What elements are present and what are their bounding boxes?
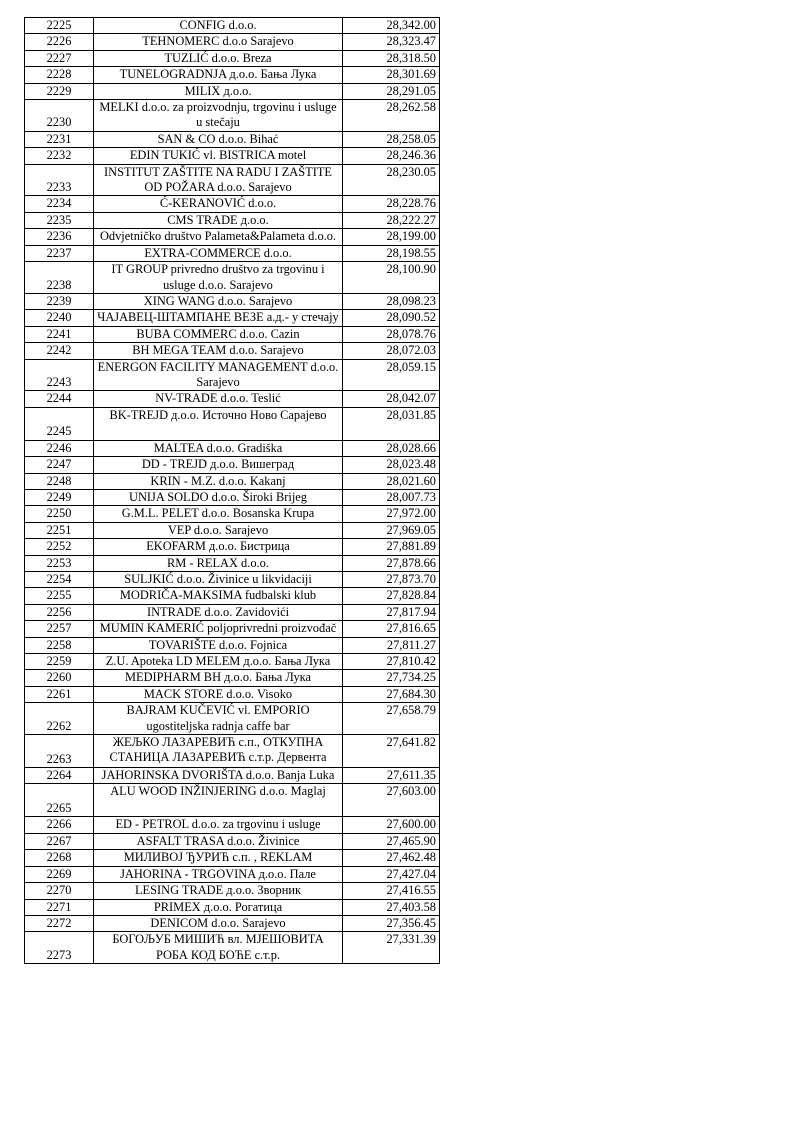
row-number-cell: 2247 [25,457,94,473]
amount-cell: 28,262.58 [343,100,440,132]
table-row [25,784,440,817]
company-name-cell: MODRIČA-MAKSIMA fudbalski klub [94,588,343,604]
amount-cell: 28,078.76 [343,326,440,342]
amount-cell: 28,291.05 [343,83,440,99]
table-row [25,539,440,555]
row-number-cell: 2257 [25,621,94,637]
table-row [25,654,440,670]
amount-cell: 27,810.42 [343,654,440,670]
company-name-cell: MEDIPHARM BH д.о.о. Бања Лука [94,670,343,686]
row-number-cell: 2237 [25,245,94,261]
row-number-cell: 2241 [25,326,94,342]
table-row [25,670,440,686]
amount-cell: 27,878.66 [343,555,440,571]
table-row [25,457,440,473]
company-name-cell: INSTITUT ZAŠTITE NA RADU I ZAŠTITE OD POŽARA d.o.o. Sarajevo [94,164,343,196]
table-row [25,196,440,212]
table-row [25,440,440,456]
company-name-cell: ENERGON FACILITY MANAGEMENT d.o.o. Sarajevo [94,359,343,391]
row-number-cell: 2248 [25,473,94,489]
row-number-cell: 2265 [25,784,94,817]
company-name-cell: RM - RELAX d.o.o. [94,555,343,571]
amount-cell: 27,828.84 [343,588,440,604]
table-row [25,735,440,768]
amount-cell: 27,331.39 [343,932,440,964]
company-name-cell: MALTEA d.o.o. Gradiška [94,440,343,456]
amount-cell: 27,734.25 [343,670,440,686]
amount-cell: 27,873.70 [343,572,440,588]
row-number-cell: 2263 [25,735,94,768]
row-number-cell: 2226 [25,34,94,50]
table-row [25,588,440,604]
company-name-cell: EKOFARM д.о.о. Бистрица [94,539,343,555]
amount-cell: 27,356.45 [343,915,440,931]
table-row [25,34,440,50]
row-number-cell: 2254 [25,572,94,588]
company-name-cell: G.M.L. PELET d.o.o. Bosanska Krupa [94,506,343,522]
amount-cell: 28,301.69 [343,67,440,83]
table-row [25,83,440,99]
company-name-cell: IT GROUP privredno društvo za trgovinu i usluge d.o.o. Sarajevo [94,262,343,294]
row-number-cell: 2234 [25,196,94,212]
table-row [25,212,440,228]
company-name-cell: CONFIG d.o.o. [94,18,343,34]
table-row [25,473,440,489]
table-row [25,850,440,866]
row-number-cell: 2253 [25,555,94,571]
row-number-cell: 2228 [25,67,94,83]
amount-cell: 27,641.82 [343,735,440,768]
amount-cell: 28,021.60 [343,473,440,489]
row-number-cell: 2245 [25,407,94,440]
company-name-cell: NV-TRADE d.o.o. Teslić [94,391,343,407]
amount-cell: 27,416.55 [343,883,440,899]
table-row [25,768,440,784]
row-number-cell: 2249 [25,489,94,505]
table-row [25,18,440,34]
company-name-cell: CMS TRADE д.о.о. [94,212,343,228]
amount-cell: 28,198.55 [343,245,440,261]
table-row [25,883,440,899]
amount-cell: 28,222.27 [343,212,440,228]
amount-cell: 27,969.05 [343,522,440,538]
company-name-cell: DD - TREJD д.о.о. Вишеград [94,457,343,473]
row-number-cell: 2260 [25,670,94,686]
table-row [25,50,440,66]
amount-cell: 27,403.58 [343,899,440,915]
amount-cell: 27,462.48 [343,850,440,866]
row-number-cell: 2240 [25,310,94,326]
company-name-cell: SULJKIĆ d.o.o. Živinice u likvidaciji [94,572,343,588]
amount-cell: 28,028.66 [343,440,440,456]
company-name-cell: TEHNOMERC d.o.o Sarajevo [94,34,343,50]
amount-cell: 28,031.85 [343,407,440,440]
amount-cell: 27,684.30 [343,686,440,702]
amount-cell: 28,323.47 [343,34,440,50]
table-row [25,100,440,132]
company-name-cell: TUNELOGRADNJA д.о.о. Бања Лука [94,67,343,83]
table-row [25,686,440,702]
row-number-cell: 2233 [25,164,94,196]
records-table [24,17,440,964]
table-row [25,817,440,833]
table-row [25,131,440,147]
company-name-cell: Z.U. Apoteka LD MELEM д.о.о. Бања Лука [94,654,343,670]
company-name-cell: BAJRAM KUČEVIĆ vl. EMPORIO ugostiteljska radnja caffe bar [94,703,343,735]
row-number-cell: 2235 [25,212,94,228]
row-number-cell: 2267 [25,833,94,849]
amount-cell: 27,972.00 [343,506,440,522]
table-row [25,262,440,294]
table-row [25,703,440,735]
row-number-cell: 2251 [25,522,94,538]
table-row [25,621,440,637]
amount-cell: 27,881.89 [343,539,440,555]
amount-cell: 28,318.50 [343,50,440,66]
table-row [25,489,440,505]
row-number-cell: 2269 [25,866,94,882]
table-row [25,359,440,391]
row-number-cell: 2261 [25,686,94,702]
row-number-cell: 2256 [25,604,94,620]
amount-cell: 28,072.03 [343,343,440,359]
table-row [25,343,440,359]
amount-cell: 28,098.23 [343,293,440,309]
amount-cell: 28,199.00 [343,229,440,245]
row-number-cell: 2230 [25,100,94,132]
company-name-cell: EDIN TUKIĆ vl. BISTRICA motel [94,148,343,164]
table-row [25,604,440,620]
company-name-cell: TUZLIĆ d.o.o. Breza [94,50,343,66]
table-row [25,866,440,882]
amount-cell: 27,427.04 [343,866,440,882]
amount-cell: 27,816.65 [343,621,440,637]
amount-cell: 28,023.48 [343,457,440,473]
company-name-cell: INTRADE d.o.o. Zavidovići [94,604,343,620]
row-number-cell: 2258 [25,637,94,653]
amount-cell: 27,603.00 [343,784,440,817]
company-name-cell: DENICOM d.o.o. Sarajevo [94,915,343,931]
company-name-cell: ALU WOOD INŽINJERING d.o.o. Maglaj [94,784,343,817]
table-row [25,637,440,653]
table-row [25,915,440,931]
table-row [25,229,440,245]
company-name-cell: JAHORINSKA DVORIŠTA d.o.o. Banja Luka [94,768,343,784]
table-row [25,391,440,407]
company-name-cell: VEP d.o.o. Sarajevo [94,522,343,538]
row-number-cell: 2262 [25,703,94,735]
company-name-cell: ЧАЈАВЕЦ-ШТАМПАНЕ ВЕЗЕ а.д.- у стечају [94,310,343,326]
row-number-cell: 2259 [25,654,94,670]
company-name-cell: BUBA COMMERC d.o.o. Cazin [94,326,343,342]
company-name-cell: EXTRA-COMMERCE d.o.o. [94,245,343,261]
table-row [25,310,440,326]
amount-cell: 28,059.15 [343,359,440,391]
row-number-cell: 2232 [25,148,94,164]
company-name-cell: MACK STORE d.o.o. Visoko [94,686,343,702]
company-name-cell: BH MEGA TEAM d.o.o. Sarajevo [94,343,343,359]
table-row [25,899,440,915]
table-row [25,67,440,83]
row-number-cell: 2246 [25,440,94,456]
row-number-cell: 2255 [25,588,94,604]
table-row [25,506,440,522]
amount-cell: 27,600.00 [343,817,440,833]
company-name-cell: LESING TRADE д.о.о. Зворник [94,883,343,899]
table-row [25,555,440,571]
table-row [25,148,440,164]
row-number-cell: 2273 [25,932,94,964]
table-row [25,293,440,309]
company-name-cell: МИЛИВОЈ ЂУРИЋ с.п. , REKLAM [94,850,343,866]
company-name-cell: BK-TREJD д.о.о. Источно Ново Сарајево [94,407,343,440]
table-row [25,572,440,588]
amount-cell: 27,611.35 [343,768,440,784]
amount-cell: 28,342.00 [343,18,440,34]
company-name-cell: JAHORINA - TRGOVINA д.о.о. Пале [94,866,343,882]
row-number-cell: 2271 [25,899,94,915]
amount-cell: 28,100.90 [343,262,440,294]
table-row [25,164,440,196]
company-name-cell: БОГОЉУБ МИШИЋ вл. МЈЕШОВИТА РОБА КОД БОЋЕ с.т.р. [94,932,343,964]
row-number-cell: 2272 [25,915,94,931]
table-row [25,833,440,849]
amount-cell: 28,230.05 [343,164,440,196]
amount-cell: 28,246.36 [343,148,440,164]
company-name-cell: MELKI d.o.o. za proizvodnju, trgovinu i usluge u stečaju [94,100,343,132]
company-name-cell: KRIN - M.Z. d.o.o. Kakanj [94,473,343,489]
company-name-cell: UNIJA SOLDO d.o.o. Široki Brijeg [94,489,343,505]
amount-cell: 27,465.90 [343,833,440,849]
row-number-cell: 2243 [25,359,94,391]
row-number-cell: 2229 [25,83,94,99]
row-number-cell: 2227 [25,50,94,66]
company-name-cell: TOVARIŠTE d.o.o. Fojnica [94,637,343,653]
row-number-cell: 2270 [25,883,94,899]
company-name-cell: Ć-KERANOVIĆ d.o.o. [94,196,343,212]
company-name-cell: XING WANG d.o.o. Sarajevo [94,293,343,309]
amount-cell: 27,811.27 [343,637,440,653]
company-name-cell: ЖЕЉКО ЛАЗАРЕВИЋ с.п., ОТКУПНА СТАНИЦА ЛАЗАРЕВИЋ с.т.р. Дервента [94,735,343,768]
company-name-cell: ASFALT TRASA d.o.o. Živinice [94,833,343,849]
amount-cell: 28,258.05 [343,131,440,147]
table-row [25,522,440,538]
table-row [25,407,440,440]
company-name-cell: ED - PETROL d.o.o. za trgovinu i usluge [94,817,343,833]
table-row [25,245,440,261]
amount-cell: 28,007.73 [343,489,440,505]
company-name-cell: Odvjetničko društvo Palameta&Palameta d.o.o. [94,229,343,245]
company-name-cell: MUMIN KAMERIĆ poljoprivredni proizvođač [94,621,343,637]
row-number-cell: 2268 [25,850,94,866]
row-number-cell: 2242 [25,343,94,359]
amount-cell: 27,658.79 [343,703,440,735]
amount-cell: 28,042.07 [343,391,440,407]
amount-cell: 28,228.76 [343,196,440,212]
table-body [25,18,440,964]
amount-cell: 27,817.94 [343,604,440,620]
row-number-cell: 2231 [25,131,94,147]
row-number-cell: 2266 [25,817,94,833]
table-row [25,932,440,964]
company-name-cell: MILIX д.о.о. [94,83,343,99]
row-number-cell: 2252 [25,539,94,555]
row-number-cell: 2250 [25,506,94,522]
company-name-cell: PRIMEX д.о.о. Рогатица [94,899,343,915]
row-number-cell: 2238 [25,262,94,294]
row-number-cell: 2264 [25,768,94,784]
company-name-cell: SAN & CO d.o.o. Bihać [94,131,343,147]
row-number-cell: 2239 [25,293,94,309]
table-row [25,326,440,342]
amount-cell: 28,090.52 [343,310,440,326]
row-number-cell: 2225 [25,18,94,34]
row-number-cell: 2244 [25,391,94,407]
row-number-cell: 2236 [25,229,94,245]
